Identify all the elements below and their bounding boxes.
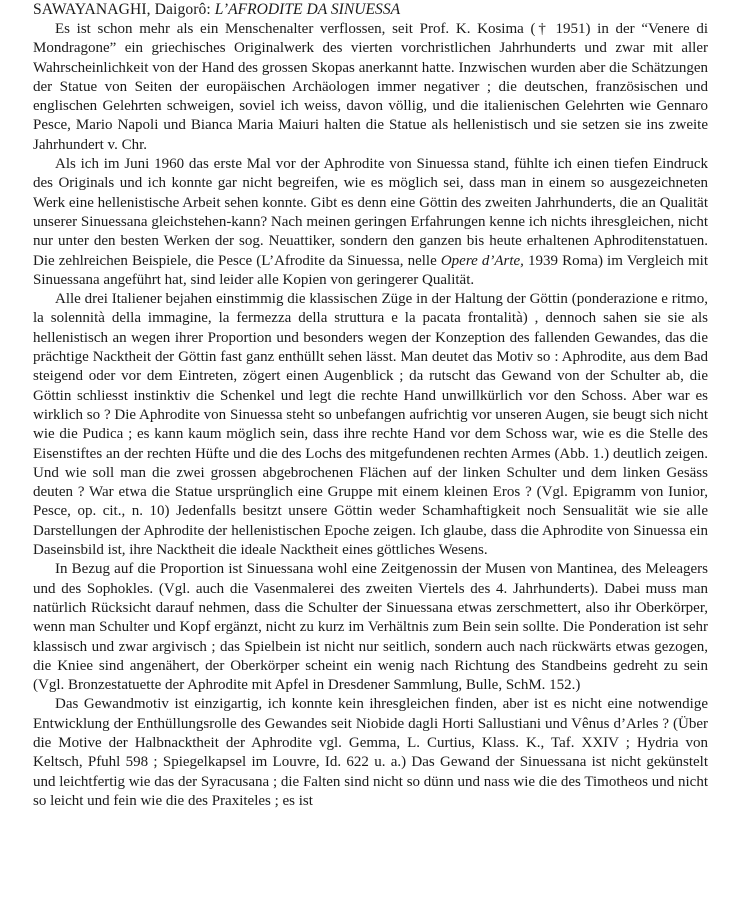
- paragraph-2: [33, 155, 708, 290]
- paragraph-text: Es ist schon mehr als ein Menschenalter verflossen, seit Prof. K. Kosima († 1951) in der “Venere di Mondragone” ein griechisches Originalwerk des vierten vorchristlichen Jahrhunderts und zwar mit aller Wahrscheinlichkeit von der Hand des grossen Skopas anerkannt hatte. Inzwischen wurden aber die Schätzungen der Statue von Seiten der europäischen Archäologen immer negativer ; die deutschen, französischen und englischen Gelehrten schweigen, soviel ich weiss, davon völlig, und die italienischen Gelehrten wie Gennaro Pesce, Mario Napoli und Bianca Maria Maiuri halten die Statue als hellenistisch und sie setzen sie ins zweite Jahrhundert v. Chr.: [33, 21, 708, 153]
- paragraph-4: [33, 560, 708, 695]
- paragraph-text: Als ich im Juni 1960 das erste Mal vor der Aphrodite von Sinuessa stand, fühlte ich einen tiefen Eindruck des Originals und ich konnte gar nicht begreifen, wie es möglich sei, dass man in einem so ausgezeichneten Werk eine hellenistische Arbeit sehen konnte. Gibt es denn eine Göttin des zweiten Jahrhunderts, die an Qualität unserer Sinuessana gleichstehen-kann? Nach meinen geringen Erfahrungen kenne ich nichts ihresgleichen, nicht nur unter den besten Werken der sog. Neuattiker, sondern den ganzen bis heute erhaltenen Aphroditenstatuen. Die zehlreichen Beispiele, die Pesce (L’Afrodite da Sinuessa, nelle: [33, 156, 708, 269]
- paragraph-3: [33, 290, 708, 560]
- journal-title: Opere d’Arte,: [440, 252, 524, 269]
- article-title: L’AFRODITE DA SINUESSA: [214, 1, 401, 18]
- article-heading: [33, 0, 708, 20]
- paragraph-text: Das Gewandmotiv ist einzigartig, ich konnte kein ihresgleichen finden, aber ist es nicht eine notwendige Entwicklung der Enthüllungsrolle des Gewandes seit Niobide dagli Horti Sallustiani und Vênus d’Arles ? (Über die Motive der Halbnacktheit der Aphrodite vgl. Gemma, L. Curtius, Klass. K., Taf. XXIV ; Hydria von Keltsch, Pfuhl 598 ; Spiegelkapsel im Louvre, Id. 622 u. a.) Das Gewand der Sinuessana ist nicht gekünstelt und leichtfertig wie das der Syracusana ; die Falten sind nicht so dünn und nass wie die des Timotheos und nicht so leicht und fein wie die des Praxiteles ; es ist: [33, 696, 708, 809]
- page: [33, 0, 708, 811]
- paragraph-1: [33, 20, 708, 155]
- article-author: SAWAYANAGHI, Daigorô:: [33, 1, 211, 18]
- paragraph-5: [33, 695, 708, 811]
- paragraph-text: Alle drei Italiener bejahen einstimmig die klassischen Züge in der Haltung der Göttin (ponderazione e ritmo, la solennità della immagine, la fermezza della struttura e la pacata frontalità) , dennoch sahen sie sie als hellenistisch an wegen ihrer Proportion und besonders wegen der Konzeption des fallenden Gewandes, das die prächtige Nacktheit der Göttin fast ganz enthüllt sehen lässt. Man deutet das Motiv so : Aphrodite, aus dem Bad steigend oder vor dem Eintreten, zögert einen Augenblick ; da rutscht das Gewand von der Schulter ab, die Göttin schliesst instinktiv die Schenkel und legt die rechte Hand unwillkürlich vor den Schoss. Aber war es wirklich so ? Die Aphrodite von Sinuessa steht so unbefangen aufrichtig vor unseren Augen, sie beugt sich nicht wie die Pudica ; es kann kaum möglich sein, dass ihre rechte Hand vor dem Schoss war, wie es die Stelle des Eisenstiftes an der rechten Hüfte und die des Lochs des mitgefundenen rechten Armes (Abb. 1.) deutlich zeigen. Und wie soll man die zwei grossen abgebrochenen Flächen auf der linken Schulter und dem linken Gesäss deuten ? War etwa die Statue ursprünglich eine Gruppe mit einem kleinen Eros ? (Vgl. Epigramm von Iunior, Pesce, op. cit., n. 10) Jedenfalls besitzt unsere Göttin weder Schamhaftigkeit noch Sensualität wie sie alle Darstellungen der Aphrodite der hellenistischen Epoche zeigen. Ich glaube, dass die Aphrodite von Sinuessa ein Daseinsbild ist, ihre Nacktheit die ideale Nacktheit eines göttliches Wesens.: [33, 291, 708, 559]
- paragraph-text: In Bezug auf die Proportion ist Sinuessana wohl eine Zeitgenossin der Musen von Mantinea, des Meleagers und des Sophokles. (Vgl. auch die Vasenmalerei des zweiten Viertels des 4. Jahrhunderts). Dabei muss man natürlich Rücksicht darauf nehmen, dass die Schulter der Sinuessana etwas zerschmettert, also ihr Oberkörper, wenn man Schulter und Kopf ergänzt, nicht zu kurz im Verhältnis zum Bein sein sollte. Die Ponderation ist sehr klassisch und zwar argivisch ; das Spielbein ist nicht nur seitlich, sondern auch nach rückwärts etwas gezogen, die Kniee sind angenähert, der Oberkörper scheint ein wenig nach Richtung des Standbeins gedreht zu sein (Vgl. Bronzestatuette der Aphrodite mit Apfel in Dresdener Sammlung, Bulle, SchM. 152.): [33, 561, 708, 694]
- paragraph-text: 1939 Roma) im Vergleich mit Sinuessana angeführt hat, sind leider alle Kopien von geringerer Qualität.: [33, 252, 709, 288]
